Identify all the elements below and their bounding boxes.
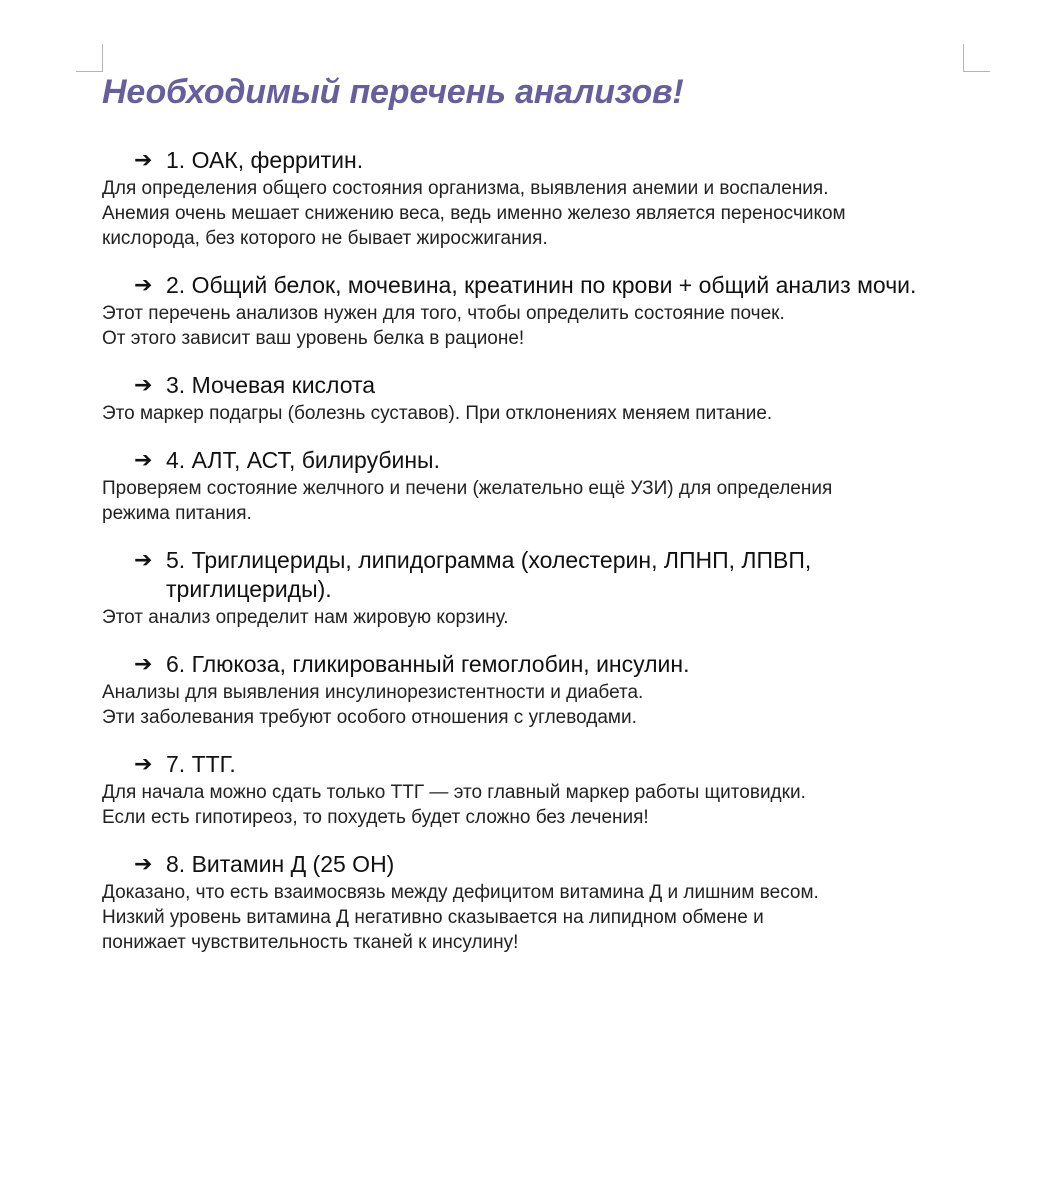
section-heading-text: 1. ОАК, ферритин. <box>166 147 364 173</box>
section-heading-text: 8. Витамин Д (25 ОН) <box>166 851 395 877</box>
section-heading-text: 7. ТТГ. <box>166 751 236 777</box>
section-heading <box>134 446 982 475</box>
arrow-right-icon: ➔ <box>134 852 153 877</box>
document-page <box>102 70 982 955</box>
section-heading <box>134 271 982 300</box>
page-corner-mark-top-left <box>76 44 103 72</box>
section-body-line: От этого зависит ваш уровень белка в рационе! <box>102 328 525 349</box>
arrow-right-icon: ➔ <box>134 148 153 173</box>
section-1 <box>102 146 982 251</box>
section-body-line: Низкий уровень витамина Д негативно сказывается на липидном обмене и <box>102 907 764 928</box>
section-6 <box>102 650 982 730</box>
section-heading-text: 3. Мочевая кислота <box>166 372 376 398</box>
section-heading <box>134 850 982 879</box>
section-body-line: Проверяем состояние желчного и печени (желательно ещё УЗИ) для определения <box>102 478 833 499</box>
section-heading-text: 5. Триглицериды, липидограмма (холестерин, ЛПНП, ЛПВП, триглицериды). <box>166 547 812 602</box>
section-heading <box>134 650 982 679</box>
section-2 <box>102 271 982 351</box>
arrow-right-icon: ➔ <box>134 273 153 298</box>
arrow-right-icon: ➔ <box>134 548 153 573</box>
section-7 <box>102 750 982 830</box>
arrow-right-icon: ➔ <box>134 373 153 398</box>
section-body-line: Для начала можно сдать только ТТГ — это главный маркер работы щитовидки. <box>102 782 806 803</box>
arrow-right-icon: ➔ <box>134 652 153 677</box>
section-body-line: Доказано, что есть взаимосвязь между дефицитом витамина Д и лишним весом. <box>102 882 819 903</box>
section-body-line: Для определения общего состояния организма, выявления анемии и воспаления. <box>102 178 829 199</box>
section-3 <box>102 371 982 426</box>
section-body-line: Этот анализ определит нам жировую корзину. <box>102 607 509 628</box>
section-8 <box>102 850 982 955</box>
page-corner-mark-top-right <box>963 44 990 72</box>
document-title: Необходимый перечень анализов! <box>102 73 684 111</box>
section-body-line: Этот перечень анализов нужен для того, чтобы определить состояние почек. <box>102 303 785 324</box>
section-body-line: Это маркер подагры (болезнь суставов). При отклонениях меняем питание. <box>102 403 773 424</box>
section-body-line: Эти заболевания требуют особого отношения с углеводами. <box>102 707 637 728</box>
section-body-line: кислорода, без которого не бывает жиросжигания. <box>102 228 548 249</box>
arrow-right-icon: ➔ <box>134 752 153 777</box>
section-4 <box>102 446 982 526</box>
section-body-line: режима питания. <box>102 503 252 524</box>
section-body-line: понижает чувствительность тканей к инсулину! <box>102 932 519 953</box>
section-body-line: Анемия очень мешает снижению веса, ведь именно железо является переносчиком <box>102 203 846 224</box>
section-heading-text: 2. Общий белок, мочевина, креатинин по крови + общий анализ мочи. <box>166 272 917 298</box>
section-heading-text: 4. АЛТ, АСТ, билирубины. <box>166 447 440 473</box>
arrow-right-icon: ➔ <box>134 448 153 473</box>
section-5 <box>102 546 982 630</box>
section-heading <box>134 371 982 400</box>
section-heading-text: 6. Глюкоза, гликированный гемоглобин, инсулин. <box>166 651 690 677</box>
section-heading <box>134 546 982 604</box>
section-body-line: Анализы для выявления инсулинорезистентности и диабета. <box>102 682 644 703</box>
section-heading <box>134 750 982 779</box>
section-heading <box>134 146 982 175</box>
section-body-line: Если есть гипотиреоз, то похудеть будет сложно без лечения! <box>102 807 649 828</box>
